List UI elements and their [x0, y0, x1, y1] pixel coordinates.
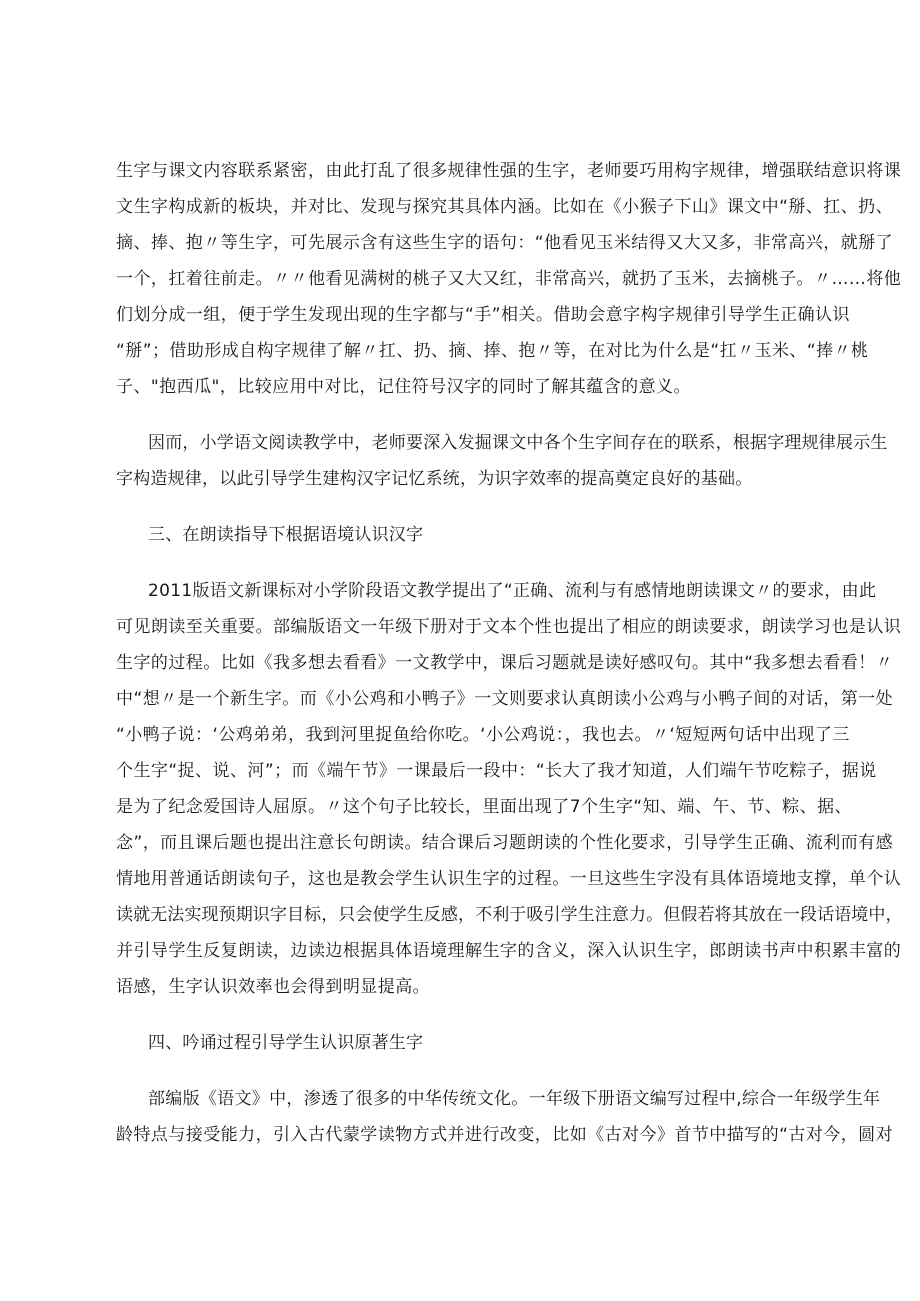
paragraph-2-line-1: 因而，小学语文阅读教学中，老师要深入发掘课文中各个生字间存在的联系，根据字理规律展示生	[148, 433, 888, 453]
paragraph-1-line-5: 们划分成一组，便于学生发现出现的生字都与“手”相关。借助会意字构字规律引导学生正确认识	[116, 305, 850, 325]
paragraph-2-line-2: 字构造规律，以此引导学生建构汉字记忆系统，为识字效率的提高奠定良好的基础。	[116, 469, 753, 489]
paragraph-1-line-4: 一个，扛着往前走。〃〃他看见满树的桃子又大又红，非常高兴，就扔了玉米，去摘桃子。〃……将他	[116, 269, 902, 289]
paragraph-3-line-6: 个生字“捉、说、河”；而《端午节》一课最后一段中：“长大了我才知道，人们端午节吃粽子，据说	[116, 761, 877, 781]
paragraph-3-line-12: 语感，生字认识效率也会得到明显提高。	[116, 977, 431, 997]
paragraph-1-line-6: “掰”；借助形成自构字规律了解〃扛、扔、摘、捧、抱〃等，在对比为什么是“扛〃玉米、“捧〃桃	[116, 341, 869, 361]
paragraph-1-line-7: 子、"抱西瓜"，比较应用中对比，记住符号汉字的同时了解其蕴含的意义。	[116, 377, 691, 397]
paragraph-1-line-3: 摘、捧、抱〃等生字，可先展示含有这些生字的语句：“他看见玉米结得又大又多，非常高兴，就掰了	[116, 233, 894, 253]
paragraph-4-line-1: 部编版《语文》中，渗透了很多的中华传统文化。一年级下册语文编写过程中,综合一年级学生年	[148, 1089, 881, 1109]
paragraph-3-line-2: 可见朗读至关重要。部编版语文一年级下册对于文本个性也提出了相应的朗读要求，朗读学习也是认识	[116, 617, 902, 637]
paragraph-3-line-10: 读就无法实现预期识字目标，只会使学生反感，不利于吸引学生注意力。但假若将其放在一段话语境中，	[116, 905, 903, 925]
paragraph-3-line-7: 是为了纪念爱国诗人屈原。〃这个句子比较长，里面出现了7个生字“知、端、午、节、粽、据、	[116, 797, 852, 817]
section-heading-4: 四、吟诵过程引导学生认识原著生字	[148, 1033, 424, 1053]
paragraph-4-line-2: 龄特点与接受能力，引入古代蒙学读物方式并进行改变，比如《古对今》首节中描写的“古对今，圆对	[116, 1125, 894, 1145]
paragraph-1-line-1: 生字与课文内容联系紧密，由此打乱了很多规律性强的生字，老师要巧用构字规律，增强联结意识将课	[116, 161, 902, 181]
paragraph-3-line-4: 中“想〃是一个新生字。而《小公鸡和小鸭子》一文则要求认真朗读小公鸡与小鸭子间的对话，第一处	[116, 689, 894, 709]
section-heading-3: 三、在朗读指导下根据语境认识汉字	[148, 525, 424, 545]
paragraph-1-line-2: 文生字构成新的板块，并对比、发现与探究其具体内涵。比如在《小猴子下山》课文中“掰、扛、扔、	[116, 197, 894, 217]
paragraph-3-line-8: 念”，而且课后题也提出注意长句朗读。结合课后习题朗读的个性化要求，引导学生正确、流利而有感	[116, 833, 894, 853]
paragraph-3-line-3: 生字的过程。比如《我多想去看看》一文教学中，课后习题就是读好感叹句。其中“我多想去看看！〃	[116, 653, 894, 673]
paragraph-3-line-1: 2011版语文新课标对小学阶段语文教学提出了“正确、流利与有感情地朗读课文〃的要求，由此	[148, 581, 877, 601]
paragraph-3-line-5: “小鸭子说：‘公鸡弟弟，我到河里捉鱼给你吃。‘小公鸡说：，我也去。〃‘短短两句话中出现了三	[116, 725, 850, 745]
paragraph-3-line-11: 并引导学生反复朗读，边读边根据具体语境理解生字的含义，深入认识生字，郎朗读书声中积累丰富的	[116, 941, 902, 961]
paragraph-3-line-9: 情地用普通话朗读句子，这也是教会学生认识生字的过程。一旦这些生字没有具体语境地支撑，单个认	[116, 869, 902, 889]
